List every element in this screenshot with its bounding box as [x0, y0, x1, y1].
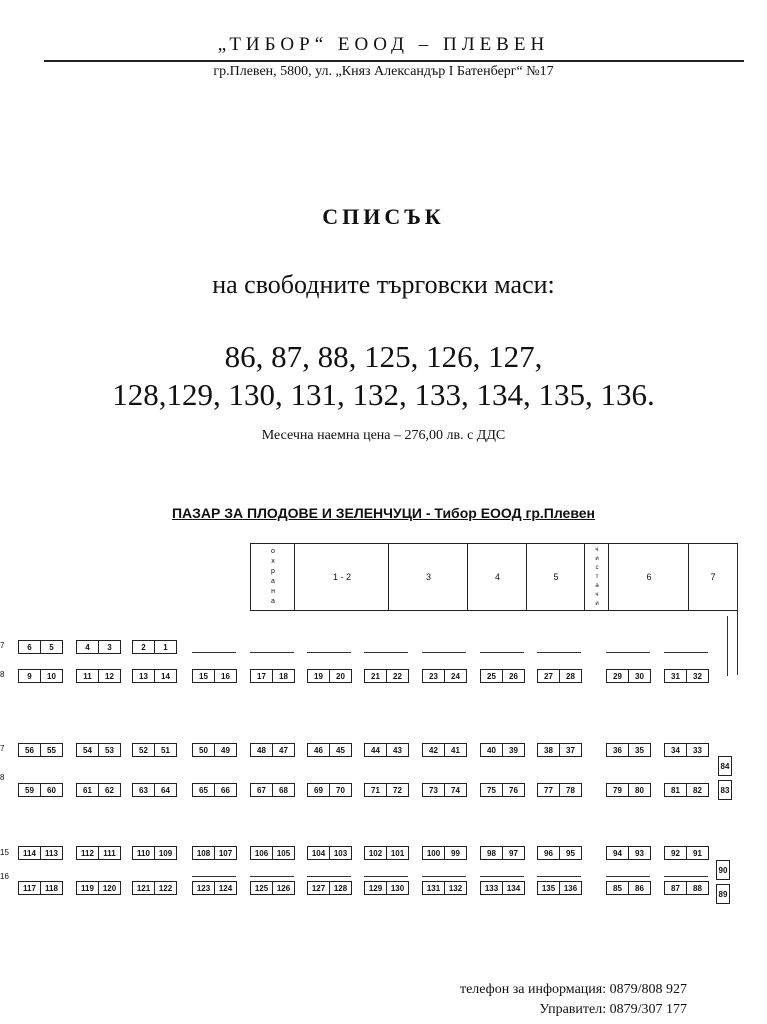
table-pair: [250, 881, 295, 895]
table-number: 34: [671, 745, 680, 755]
table-pair: [606, 669, 651, 683]
table-pair: [480, 846, 525, 860]
aisle-marker: [307, 876, 351, 877]
table-number: 80: [628, 784, 650, 796]
table-pair: [664, 743, 709, 757]
table-number: 100: [426, 848, 441, 858]
edge-label: 7: [0, 641, 5, 650]
table-number: 123: [196, 883, 211, 893]
aisle-marker: [364, 876, 408, 877]
table-pair: [537, 846, 582, 860]
table-number: 18: [272, 670, 294, 682]
table-number: 88: [686, 882, 708, 894]
table-pair: [18, 743, 63, 757]
cleaners-letter: и: [595, 600, 599, 607]
edge-label: 7: [0, 744, 5, 753]
table-number: 17: [257, 671, 266, 681]
table-number: 29: [613, 671, 622, 681]
table-number: 111: [98, 847, 120, 859]
plan-edge-line: [727, 616, 728, 676]
info-phone: телефон за информация: 0879/808 927: [459, 982, 687, 997]
table-number: 35: [628, 744, 650, 756]
table-number: 22: [386, 670, 408, 682]
table-number: 70: [329, 784, 351, 796]
edge-label: 16: [0, 872, 9, 881]
table-number: 39: [502, 744, 524, 756]
table-single: 83: [718, 780, 732, 800]
aisle-marker: [537, 876, 581, 877]
table-number: 73: [429, 785, 438, 795]
table-number: 30: [628, 670, 650, 682]
guard-letter: х: [271, 558, 275, 565]
table-single: 89: [716, 884, 730, 904]
guard-letter: р: [271, 568, 275, 575]
table-number: 77: [544, 785, 553, 795]
table-pair: [480, 783, 525, 797]
cleaners-block: [584, 543, 610, 611]
table-number: 45: [329, 744, 351, 756]
table-number: 113: [40, 847, 62, 859]
table-number: 120: [98, 882, 120, 894]
table-number: 108: [196, 848, 211, 858]
table-number: 67: [257, 785, 266, 795]
aisle-marker: [192, 876, 236, 877]
table-number: 76: [502, 784, 524, 796]
table-number: 95: [559, 847, 581, 859]
table-pair: [537, 783, 582, 797]
block-3: 3: [388, 543, 469, 611]
table-number: 26: [502, 670, 524, 682]
table-number: 124: [214, 882, 236, 894]
table-number: 121: [136, 883, 151, 893]
table-number: 136: [559, 882, 581, 894]
table-number: 20: [329, 670, 351, 682]
table-number: 27: [544, 671, 553, 681]
aisle-marker: [307, 652, 351, 653]
table-number: 129: [368, 883, 383, 893]
table-pair: [364, 881, 409, 895]
table-pair: [480, 743, 525, 757]
table-number: 133: [484, 883, 499, 893]
table-single: 84: [718, 756, 732, 776]
table-pair: [192, 743, 237, 757]
table-number: 112: [81, 848, 94, 858]
table-pair: [480, 881, 525, 895]
table-number: 65: [199, 785, 208, 795]
document-title: СПИСЪК: [322, 204, 445, 229]
table-pair: [307, 669, 352, 683]
table-pair: [537, 669, 582, 683]
table-number: 24: [444, 670, 466, 682]
table-number: 132: [444, 882, 466, 894]
table-number: 127: [311, 883, 326, 893]
aisle-marker: [250, 876, 294, 877]
table-pair: [132, 743, 177, 757]
table-number: 25: [487, 671, 496, 681]
table-pair: [422, 743, 467, 757]
table-pair: [18, 640, 63, 654]
table-pair: [132, 783, 177, 797]
free-tables-line-1: 86, 87, 88, 125, 126, 127,: [224, 339, 543, 374]
table-pair: [664, 846, 709, 860]
table-number: 128: [329, 882, 351, 894]
table-number: 109: [154, 847, 176, 859]
table-number: 33: [686, 744, 708, 756]
market-plan-title: ПАЗАР ЗА ПЛОДОВЕ И ЗЕЛЕНЧУЦИ - Тибор ЕООД гр.Плевен: [171, 505, 595, 521]
cleaners-letter: ч: [595, 546, 599, 553]
table-number: 3: [98, 641, 120, 653]
free-tables-line-2: 128,129, 130, 131, 132, 133, 134, 135, 136.: [112, 377, 655, 412]
table-number: 10: [40, 670, 62, 682]
table-number: 92: [671, 848, 680, 858]
table-number: 44: [371, 745, 380, 755]
table-number: 102: [368, 848, 383, 858]
table-number: 85: [613, 883, 622, 893]
table-number: 110: [137, 848, 150, 858]
header-divider: [44, 60, 744, 62]
table-number: 43: [386, 744, 408, 756]
table-number: 4: [85, 642, 90, 652]
aisle-marker: [480, 652, 524, 653]
table-pair: [76, 783, 121, 797]
table-number: 69: [314, 785, 323, 795]
table-number: 135: [541, 883, 556, 893]
table-pair: [664, 669, 709, 683]
table-pair: [364, 846, 409, 860]
aisle-marker: [606, 652, 650, 653]
aisle-marker: [664, 876, 708, 877]
cleaners-letter: ч: [595, 591, 599, 598]
table-number: 93: [628, 847, 650, 859]
table-number: 66: [214, 784, 236, 796]
table-pair: [422, 669, 467, 683]
table-number: 21: [371, 671, 380, 681]
table-pair: [76, 669, 121, 683]
table-number: 97: [502, 847, 524, 859]
table-number: 16: [214, 670, 236, 682]
aisle-marker: [664, 652, 708, 653]
table-pair: [192, 846, 237, 860]
table-pair: [422, 846, 467, 860]
table-number: 125: [254, 883, 269, 893]
table-number: 38: [544, 745, 553, 755]
table-number: 126: [272, 882, 294, 894]
table-number: 23: [429, 671, 438, 681]
table-number: 19: [314, 671, 323, 681]
table-number: 107: [214, 847, 236, 859]
table-pair: [76, 881, 121, 895]
table-number: 46: [314, 745, 323, 755]
table-pair: [364, 743, 409, 757]
block-6: 6: [608, 543, 690, 611]
table-number: 15: [199, 671, 208, 681]
table-number: 41: [444, 744, 466, 756]
table-pair: [132, 640, 177, 654]
table-pair: [76, 743, 121, 757]
table-number: 31: [671, 671, 680, 681]
table-number: 117: [23, 883, 36, 893]
table-pair: [192, 669, 237, 683]
table-number: 119: [81, 883, 94, 893]
table-number: 48: [257, 745, 266, 755]
table-number: 40: [487, 745, 496, 755]
table-number: 79: [613, 785, 622, 795]
table-pair: [76, 640, 121, 654]
table-number: 51: [154, 744, 176, 756]
edge-label: 8: [0, 670, 5, 679]
document-subtitle: на свободните търговски маси:: [212, 270, 555, 299]
table-number: 53: [98, 744, 120, 756]
table-number: 71: [371, 785, 380, 795]
table-number: 96: [544, 848, 553, 858]
table-number: 118: [40, 882, 62, 894]
table-number: 59: [25, 785, 34, 795]
table-number: 75: [487, 785, 496, 795]
table-number: 32: [686, 670, 708, 682]
table-number: 28: [559, 670, 581, 682]
table-number: 36: [613, 745, 622, 755]
table-pair: [18, 783, 63, 797]
table-number: 49: [214, 744, 236, 756]
guard-letter: а: [271, 578, 275, 585]
table-pair: [307, 846, 352, 860]
table-number: 105: [272, 847, 294, 859]
table-pair: [307, 783, 352, 797]
edge-label: 8: [0, 773, 5, 782]
table-pair: [192, 783, 237, 797]
table-number: 11: [83, 671, 92, 681]
table-number: 106: [254, 848, 269, 858]
table-number: 1: [154, 641, 176, 653]
aisle-marker: [422, 876, 466, 877]
company-address: гр.Плевен, 5800, ул. „Княз Александър I Батенберг“ №17: [213, 64, 554, 79]
table-pair: [422, 881, 467, 895]
table-number: 62: [98, 784, 120, 796]
table-number: 122: [154, 882, 176, 894]
table-number: 47: [272, 744, 294, 756]
table-number: 2: [141, 642, 146, 652]
table-number: 103: [329, 847, 351, 859]
block-7: 7: [688, 543, 738, 611]
table-number: 5: [40, 641, 62, 653]
table-number: 61: [83, 785, 92, 795]
table-pair: [364, 783, 409, 797]
cleaners-letter: а: [595, 582, 599, 589]
table-number: 52: [139, 745, 148, 755]
block-5: 5: [526, 543, 586, 611]
table-pair: [18, 881, 63, 895]
table-pair: [132, 669, 177, 683]
block-4: 4: [467, 543, 528, 611]
manager-phone: Управител: 0879/307 177: [539, 1002, 687, 1017]
aisle-marker: [364, 652, 408, 653]
table-pair: [18, 846, 63, 860]
aisle-marker: [422, 652, 466, 653]
table-number: 37: [559, 744, 581, 756]
table-number: 99: [444, 847, 466, 859]
table-pair: [606, 881, 651, 895]
table-pair: [307, 743, 352, 757]
guard-letter: о: [271, 548, 275, 555]
table-number: 13: [139, 671, 148, 681]
table-pair: [192, 881, 237, 895]
table-number: 60: [40, 784, 62, 796]
table-number: 130: [386, 882, 408, 894]
table-number: 101: [386, 847, 408, 859]
table-pair: [480, 669, 525, 683]
free-tables-list: [0, 338, 767, 414]
table-pair: [132, 881, 177, 895]
cleaners-letter: с: [595, 564, 599, 571]
table-pair: [606, 846, 651, 860]
table-pair: [250, 743, 295, 757]
aisle-marker: [606, 876, 650, 877]
aisle-marker: [250, 652, 294, 653]
table-number: 134: [502, 882, 524, 894]
table-number: 81: [671, 785, 680, 795]
table-pair: [664, 783, 709, 797]
table-number: 68: [272, 784, 294, 796]
table-pair: [250, 783, 295, 797]
aisle-marker: [480, 876, 524, 877]
table-number: 55: [40, 744, 62, 756]
table-number: 14: [154, 670, 176, 682]
table-number: 86: [628, 882, 650, 894]
table-number: 12: [98, 670, 120, 682]
table-pair: [76, 846, 121, 860]
table-number: 91: [686, 847, 708, 859]
table-pair: [664, 881, 709, 895]
table-pair: [606, 743, 651, 757]
guard-letter: а: [271, 598, 275, 605]
table-number: 82: [686, 784, 708, 796]
table-number: 87: [671, 883, 680, 893]
monthly-price: Месечна наемна цена – 276,00 лв. с ДДС: [261, 428, 506, 443]
table-pair: [537, 881, 582, 895]
block-1-2: 1 - 2: [294, 543, 390, 611]
guard-block: [250, 543, 296, 611]
table-number: 131: [426, 883, 441, 893]
table-number: 56: [25, 745, 34, 755]
plan-edge-line: [737, 545, 738, 675]
table-number: 104: [311, 848, 326, 858]
table-number: 78: [559, 784, 581, 796]
table-pair: [132, 846, 177, 860]
table-number: 9: [27, 671, 32, 681]
table-pair: [18, 669, 63, 683]
table-pair: [250, 669, 295, 683]
table-number: 98: [487, 848, 496, 858]
table-number: 6: [27, 642, 32, 652]
table-number: 94: [613, 848, 622, 858]
company-name: „ТИБОР“ ЕООД – ПЛЕВЕН: [217, 34, 550, 55]
edge-label: 15: [0, 848, 9, 857]
cleaners-letter: т: [595, 573, 599, 580]
aisle-marker: [192, 652, 236, 653]
table-pair: [307, 881, 352, 895]
table-single: 90: [716, 860, 730, 880]
aisle-marker: [537, 652, 581, 653]
table-number: 50: [199, 745, 208, 755]
table-number: 42: [429, 745, 438, 755]
table-number: 54: [83, 745, 92, 755]
table-pair: [364, 669, 409, 683]
table-pair: [250, 846, 295, 860]
table-pair: [422, 783, 467, 797]
table-number: 72: [386, 784, 408, 796]
cleaners-letter: и: [595, 555, 599, 562]
table-number: 74: [444, 784, 466, 796]
guard-letter: н: [271, 588, 275, 595]
table-pair: [606, 783, 651, 797]
table-number: 114: [23, 848, 36, 858]
table-number: 64: [154, 784, 176, 796]
table-pair: [537, 743, 582, 757]
table-number: 63: [139, 785, 148, 795]
